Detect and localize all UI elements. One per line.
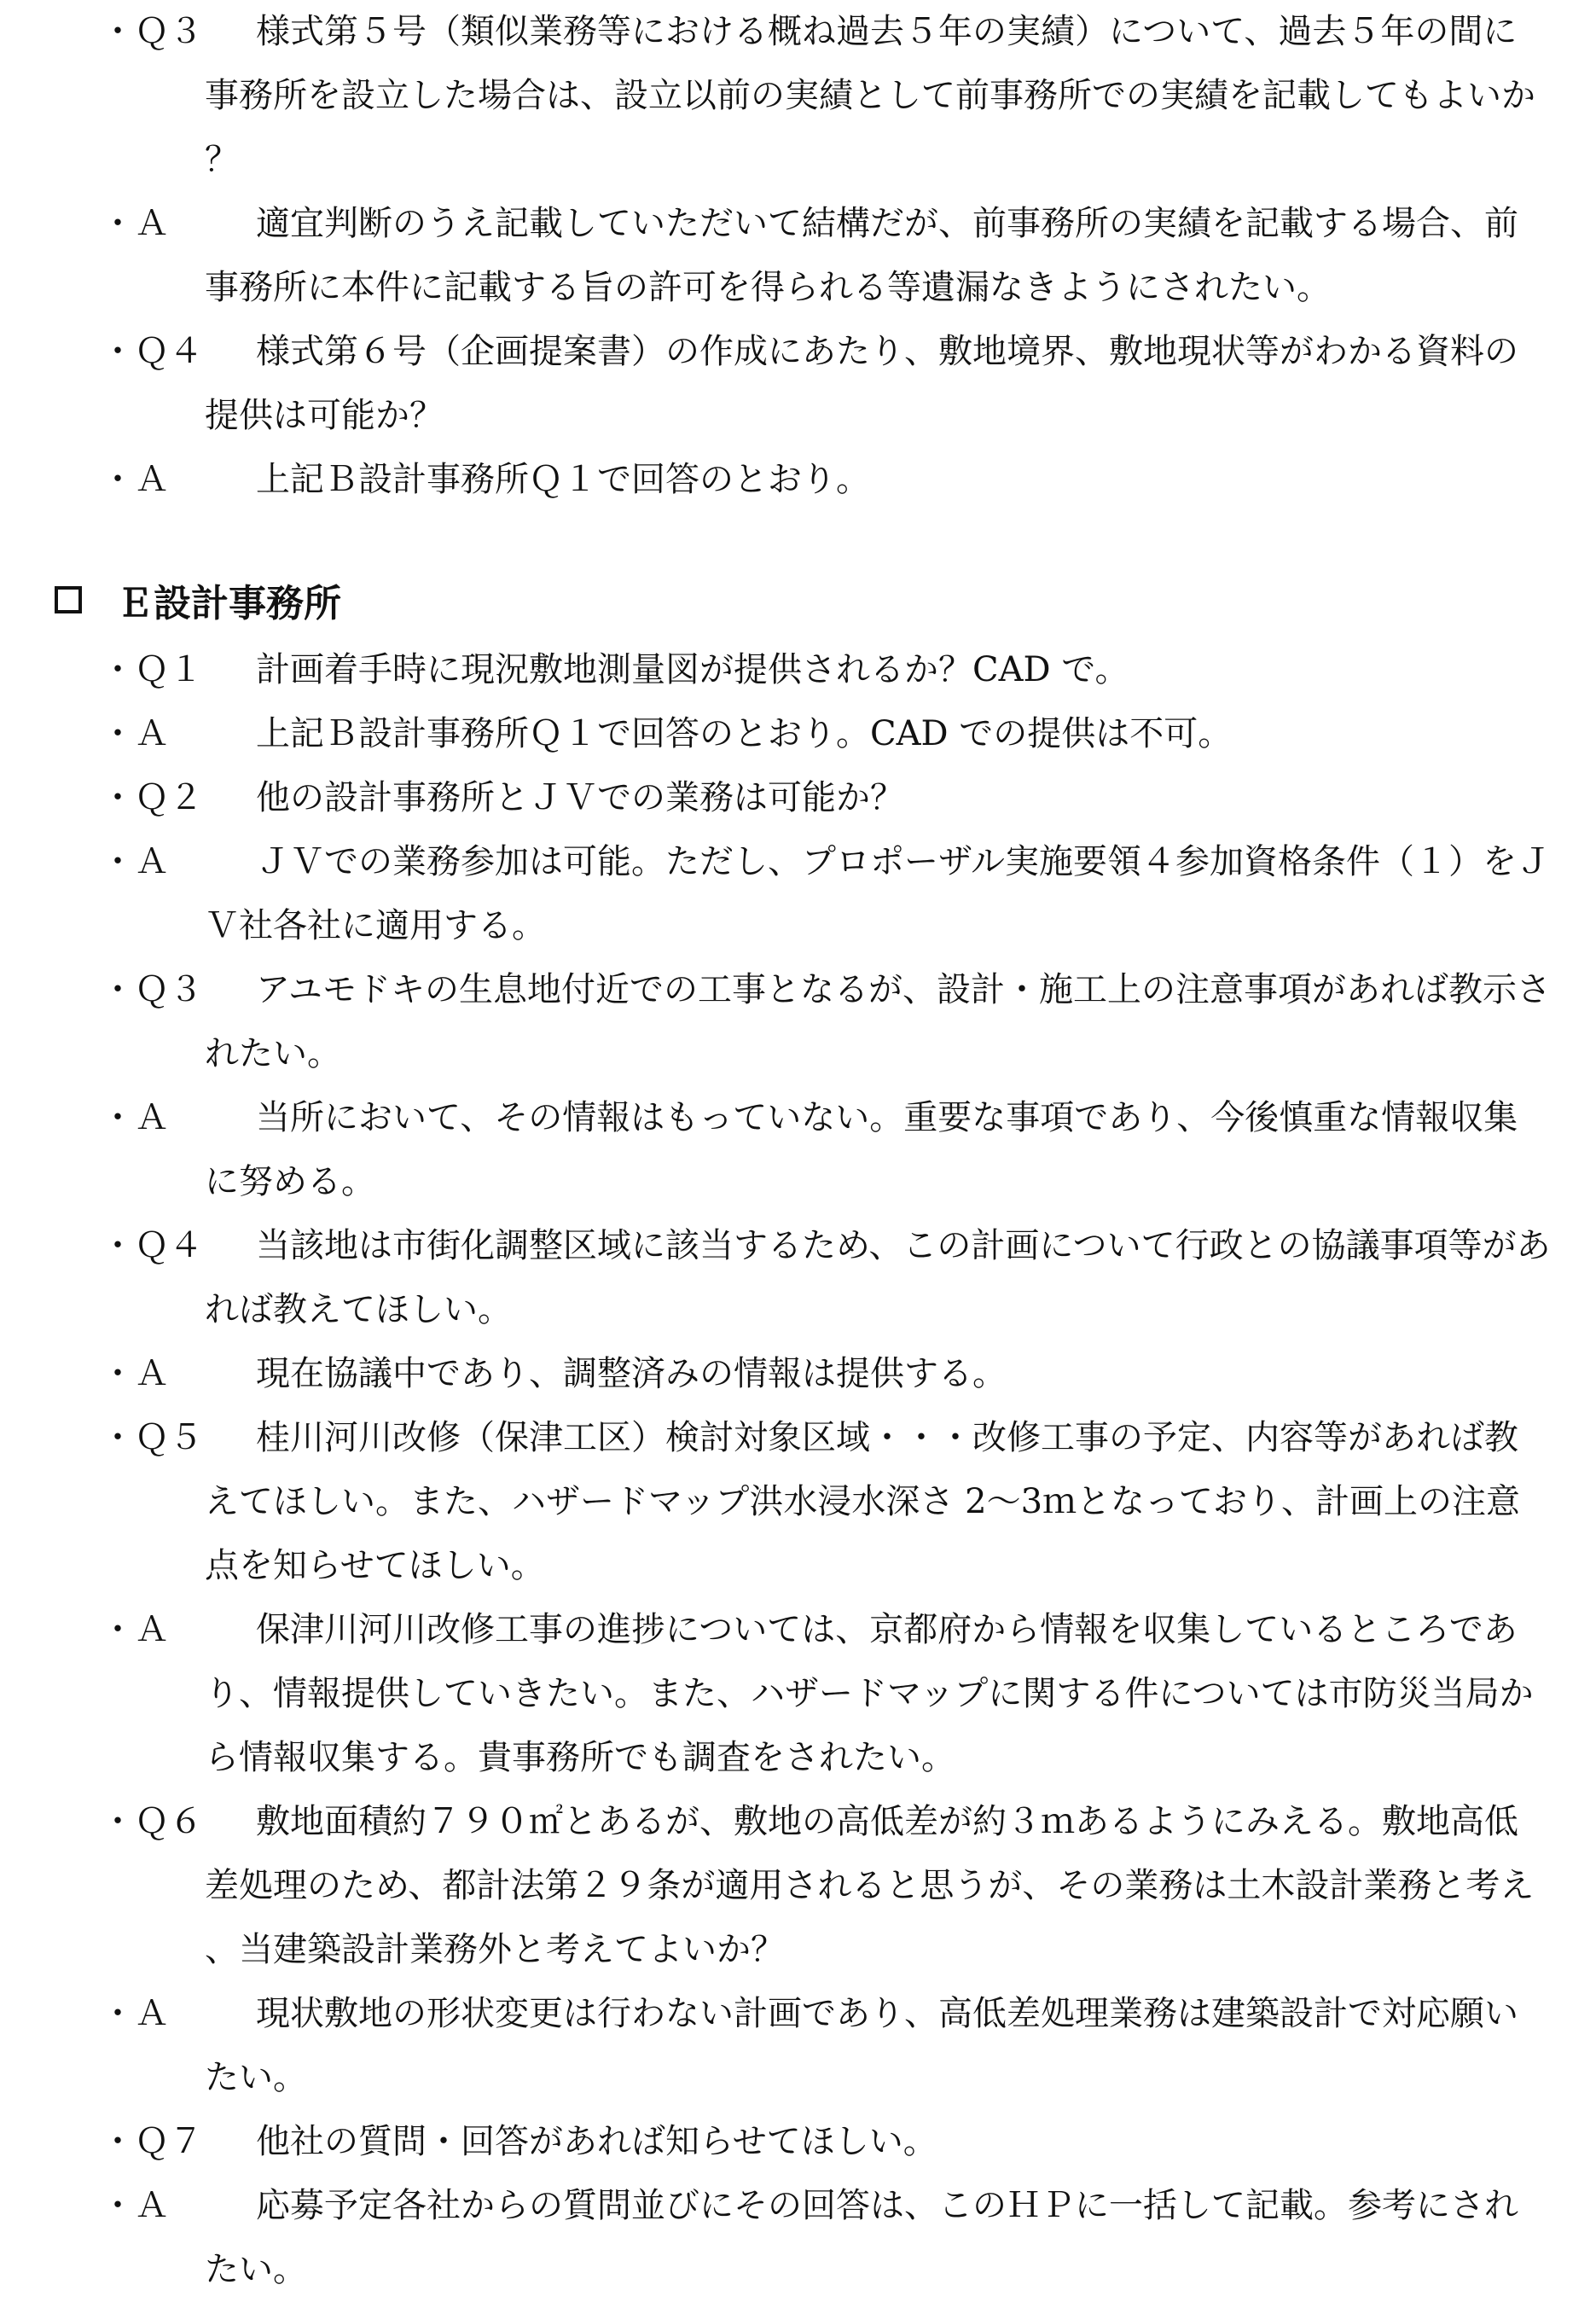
qa-item xyxy=(101,320,1551,448)
qa-label: ・Ａ xyxy=(101,1098,169,1137)
qa-item xyxy=(101,638,1551,702)
qa-item xyxy=(101,1406,1551,1598)
qa-text: 桂川河川改修（保津工区）検討対象区域・・・改修工事の予定、内容等があれば教えてほしい。また、ハザードマップ洪水浸水深さ 2～3ｍとなっており、計画上の注意点を知らせてほしい。 xyxy=(205,1418,1521,1585)
qa-label: ・Ｑ４ xyxy=(101,332,203,371)
qa-label: ・Ａ xyxy=(101,1994,169,2033)
qa-text: 応募予定各社からの質問並びにその回答は、このＨＰに一括して記載。参考にされたい。 xyxy=(205,2186,1518,2289)
qa-text: 当所において、その情報はもっていない。重要な事項であり、今後慎重な情報収集に努める。 xyxy=(205,1098,1518,1201)
qa-text: 適宜判断のうえ記載していただいて結構だが、前事務所の実績を記載する場合、前事務所に本件に記載する旨の許可を得られる等遺漏なきようにされたい。 xyxy=(205,204,1518,307)
qa-label: ・Ｑ６ xyxy=(101,1802,203,1841)
qa-label: ・Ｑ４ xyxy=(101,1226,203,1265)
qa-text: ＪＶでの業務参加は可能。ただし、プロポーザル実施要領４参加資格条件（１）をＪＶ社各社に適用する。 xyxy=(205,842,1551,945)
section-title-text: Ｅ設計事務所 xyxy=(116,582,341,625)
qa-text: 様式第５号（類似業務等における概ね過去５年の実績）について、過去５年の間に事務所を設立した場合は、設立以前の実績として前事務所での実績を記載してもよいか？ xyxy=(205,12,1535,179)
qa-label: ・Ａ xyxy=(101,460,169,499)
qa-label: ・Ａ xyxy=(101,842,169,881)
qa-label: ・Ａ xyxy=(101,1610,169,1649)
qa-label: ・Ａ xyxy=(101,204,169,243)
checkbox-square-icon xyxy=(55,586,82,613)
qa-text: 他の設計事務所とＪＶでの業務は可能か？ xyxy=(256,778,904,817)
qa-label: ・Ｑ５ xyxy=(101,1418,203,1457)
qa-label: ・Ｑ３ xyxy=(101,970,203,1009)
qa-item xyxy=(101,0,1551,192)
qa-label: ・Ａ xyxy=(101,2186,169,2225)
qa-item xyxy=(101,1790,1551,1982)
qa-label: ・Ａ xyxy=(101,714,169,753)
qa-item xyxy=(101,1982,1551,2110)
section-e-qa-list xyxy=(0,638,1596,2302)
qa-item xyxy=(101,448,1551,512)
qa-item xyxy=(101,2110,1551,2174)
qa-item xyxy=(101,2174,1551,2302)
qa-text: 当該地は市街化調整区域に該当するため、この計画について行政との協議事項等があれば教えてほしい。 xyxy=(205,1226,1551,1329)
qa-item xyxy=(101,958,1551,1086)
qa-text: 計画着手時に現況敷地測量図が提供されるか？CAD で。 xyxy=(256,650,1129,689)
qa-label: ・Ｑ１ xyxy=(101,650,203,689)
qa-text: 敷地面積約７９０㎡とあるが、敷地の高低差が約３ｍあるようにみえる。敷地高低差処理のため、都計法第２９条が適用されると思うが、その業務は土木設計業務と考え、当建築設計業務外と考えてよいか？ xyxy=(205,1802,1535,1969)
qa-item xyxy=(101,192,1551,320)
qa-text: 現状敷地の形状変更は行わない計画であり、高低差処理業務は建築設計で対応願いたい。 xyxy=(205,1994,1518,2097)
qa-item xyxy=(101,702,1551,766)
qa-text: 上記Ｂ設計事務所Ｑ１で回答のとおり。 xyxy=(256,460,870,499)
qa-text: 様式第６号（企画提案書）の作成にあたり、敷地境界、敷地現状等がわかる資料の提供は可能か？ xyxy=(205,332,1518,435)
qa-label: ・Ｑ３ xyxy=(101,12,203,51)
qa-item xyxy=(101,1086,1551,1214)
qa-text: アユモドキの生息地付近での工事となるが、設計・施工上の注意事項があれば教示されたい。 xyxy=(205,970,1551,1073)
qa-text: 他社の質問・回答があれば知らせてほしい。 xyxy=(256,2122,937,2161)
qa-label: ・Ａ xyxy=(101,1354,169,1393)
qa-label: ・Ｑ７ xyxy=(101,2122,203,2161)
qa-text: 上記Ｂ設計事務所Ｑ１で回答のとおり。CAD での提供は不可。 xyxy=(256,714,1233,753)
qa-item xyxy=(101,830,1551,958)
qa-text: 現在協議中であり、調整済みの情報は提供する。 xyxy=(256,1354,1007,1393)
qa-item xyxy=(101,1342,1551,1406)
qa-text: 保津川河川改修工事の進捗については、京都府から情報を収集しているところであり、情報提供していきたい。また、ハザードマップに関する件については市防災当局から情報収集する。貴事務所でも調査をされたい。 xyxy=(205,1610,1534,1777)
qa-label: ・Ｑ２ xyxy=(101,778,203,817)
qa-item xyxy=(101,1598,1551,1790)
qa-item xyxy=(101,766,1551,830)
qa-item xyxy=(101,1214,1551,1342)
previous-section-continuation xyxy=(0,0,1596,512)
section-heading xyxy=(55,561,1596,638)
